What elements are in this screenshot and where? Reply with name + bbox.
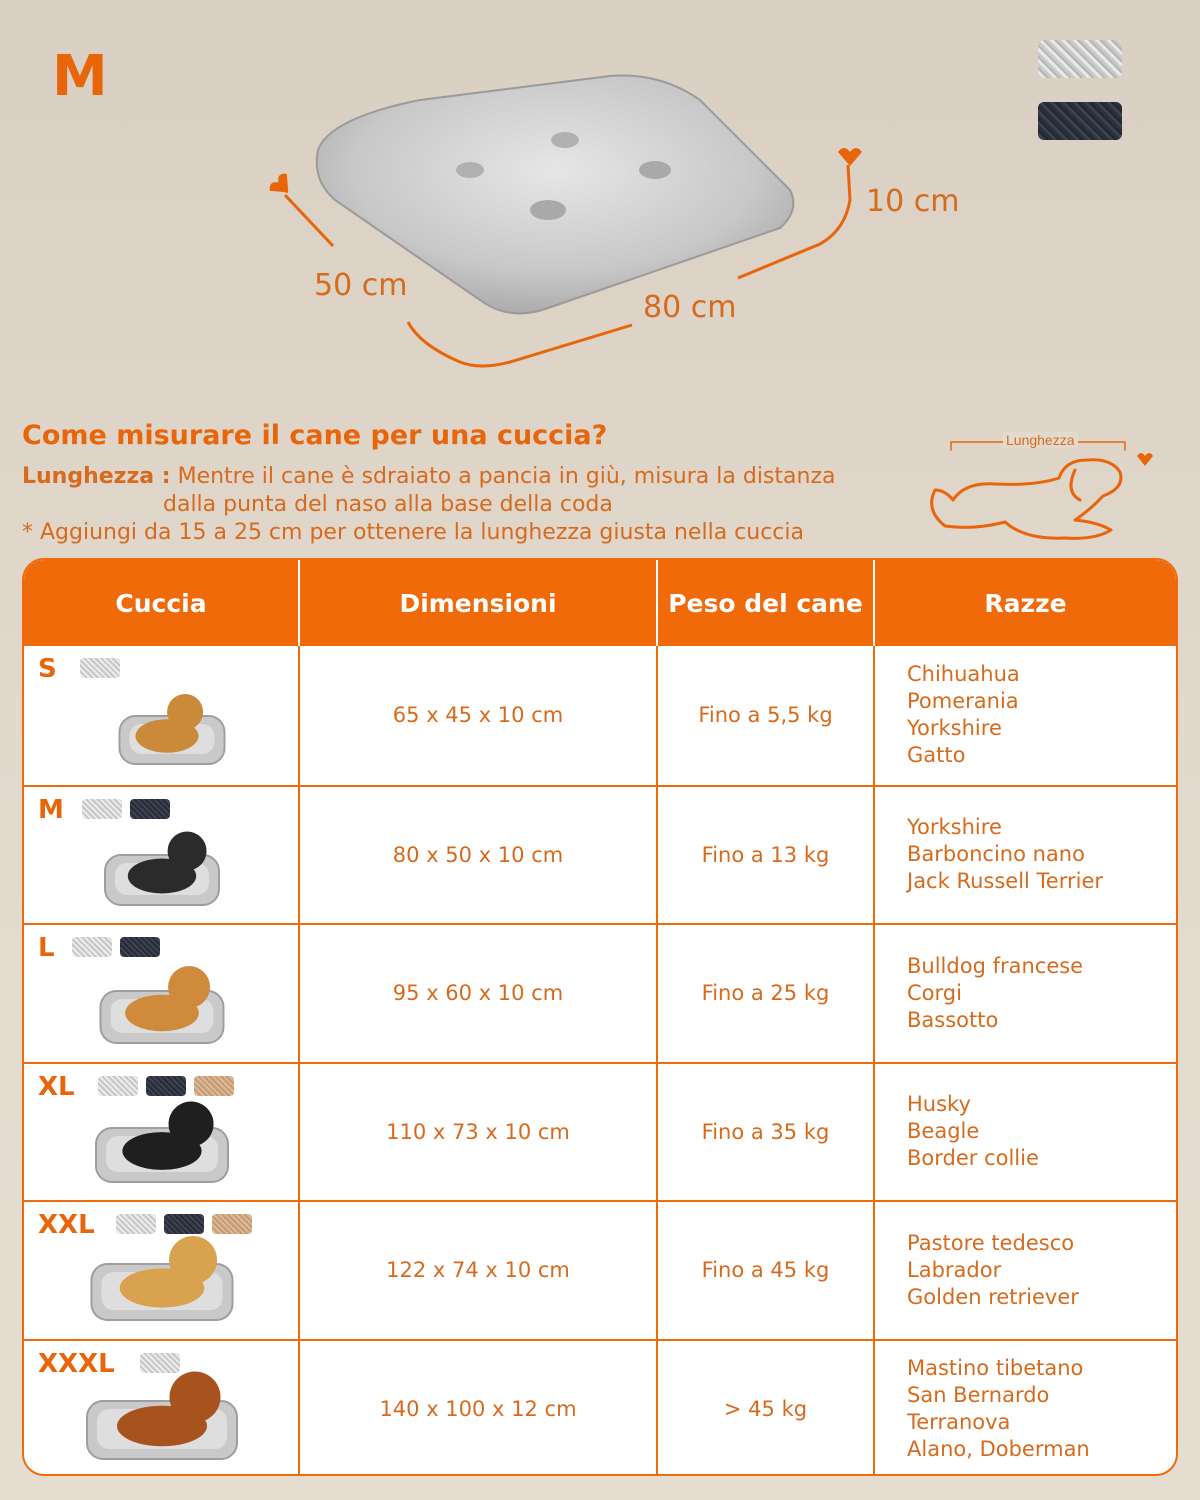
breed-item: Pomerania bbox=[907, 689, 1019, 714]
breed-item: Yorkshire bbox=[907, 815, 1002, 840]
breeds-cell bbox=[875, 1202, 1176, 1339]
breeds-cell bbox=[875, 1341, 1176, 1477]
length-instruction-1: Mentre il cane è sdraiato a pancia in giù, misura la distanza bbox=[177, 464, 836, 489]
bed-cell bbox=[24, 1341, 300, 1477]
dog-head bbox=[170, 1371, 221, 1422]
breed-list bbox=[907, 814, 1103, 895]
dimensions-cell: 95 x 60 x 10 cm bbox=[300, 925, 658, 1062]
breeds-cell bbox=[875, 646, 1176, 785]
bed-with-dog-image bbox=[24, 925, 300, 1063]
breed-item: Yorkshire bbox=[907, 716, 1002, 741]
hero-length-label: 80 cm bbox=[643, 290, 737, 325]
length-label: Lunghezza : bbox=[22, 464, 171, 489]
breed-item: Pastore tedesco bbox=[907, 1230, 1075, 1255]
dog-measure-diagram bbox=[915, 430, 1165, 550]
breed-item: Jack Russell Terrier bbox=[907, 869, 1104, 894]
breed-list bbox=[907, 661, 1020, 769]
table-row bbox=[24, 785, 1178, 924]
bed-with-dog-image bbox=[24, 1341, 300, 1477]
bed-with-dog-image bbox=[24, 1202, 300, 1340]
weight-cell: Fino a 35 kg bbox=[658, 1064, 875, 1201]
hero-bed-illustration bbox=[0, 0, 1200, 400]
header-cuccia: Cuccia bbox=[24, 560, 300, 646]
breed-item: Barboncino nano bbox=[907, 842, 1085, 867]
bed-cell bbox=[24, 646, 300, 785]
bed-cell bbox=[24, 925, 300, 1062]
dimensions-cell: 80 x 50 x 10 cm bbox=[300, 787, 658, 924]
breed-list bbox=[907, 1091, 1039, 1172]
dog-head bbox=[168, 831, 207, 870]
size-label: XL bbox=[38, 1071, 75, 1102]
breed-item: Gatto bbox=[907, 743, 966, 768]
weight-cell: > 45 kg bbox=[658, 1341, 875, 1477]
breed-item: Chihuahua bbox=[907, 662, 1020, 687]
breeds-cell bbox=[875, 1064, 1176, 1201]
table-row bbox=[24, 1062, 1178, 1201]
size-label: XXXL bbox=[38, 1348, 115, 1379]
breed-item: Labrador bbox=[907, 1257, 1002, 1282]
breeds-cell bbox=[875, 925, 1176, 1062]
size-label: L bbox=[38, 933, 55, 963]
color-swatch-light-grey[interactable] bbox=[1038, 40, 1122, 78]
size-table bbox=[22, 558, 1178, 1476]
length-note: * Aggiungi da 15 a 25 cm per ottenere la lunghezza giusta nella cuccia bbox=[22, 520, 804, 545]
size-table-header bbox=[24, 560, 1178, 646]
dog-head bbox=[168, 966, 210, 1008]
breed-item: Beagle bbox=[907, 1119, 980, 1144]
dog-head bbox=[169, 1101, 214, 1146]
breed-item: San Bernardo bbox=[907, 1382, 1050, 1407]
bed-cell bbox=[24, 1064, 300, 1201]
hero-width-label: 50 cm bbox=[314, 268, 408, 303]
size-label: S bbox=[38, 654, 57, 684]
breed-item: Corgi bbox=[907, 980, 962, 1005]
weight-cell: Fino a 45 kg bbox=[658, 1202, 875, 1339]
breed-list bbox=[907, 1355, 1090, 1463]
dimensions-cell: 122 x 74 x 10 cm bbox=[300, 1202, 658, 1339]
breed-item: Bassotto bbox=[907, 1007, 999, 1032]
dog-head bbox=[167, 694, 203, 730]
dimensions-cell: 65 x 45 x 10 cm bbox=[300, 646, 658, 785]
header-dimensioni: Dimensioni bbox=[300, 560, 658, 646]
dog-length-label: Lunghezza bbox=[1003, 432, 1078, 448]
size-table-body bbox=[24, 646, 1178, 1476]
dimensions-cell: 140 x 100 x 12 cm bbox=[300, 1341, 658, 1477]
breed-list bbox=[907, 953, 1083, 1034]
size-label: M bbox=[38, 794, 64, 825]
bed-cell bbox=[24, 787, 300, 924]
header-peso: Peso del cane bbox=[658, 560, 875, 646]
length-instruction-2: dalla punta del naso alla base della coda bbox=[163, 492, 613, 517]
header-razze: Razze bbox=[984, 588, 1067, 618]
breed-item: Bulldog francese bbox=[907, 953, 1084, 978]
bed-cell bbox=[24, 1202, 300, 1339]
breed-item: Husky bbox=[907, 1092, 971, 1117]
dimensions-cell: 110 x 73 x 10 cm bbox=[300, 1064, 658, 1201]
bed-with-dog-image bbox=[24, 646, 300, 784]
breed-item: Terranova bbox=[907, 1409, 1011, 1434]
measure-guide-title: Come misurare il cane per una cuccia? bbox=[22, 420, 608, 451]
hero-size-label: M bbox=[52, 44, 108, 109]
hero-section bbox=[0, 0, 1200, 400]
table-row bbox=[24, 1200, 1178, 1339]
bed-with-dog-image bbox=[24, 787, 300, 925]
table-row bbox=[24, 646, 1178, 785]
color-swatch-dark-grey[interactable] bbox=[1038, 102, 1122, 140]
table-row bbox=[24, 923, 1178, 1062]
weight-cell: Fino a 5,5 kg bbox=[658, 646, 875, 785]
breed-item: Border collie bbox=[907, 1146, 1039, 1171]
breed-list bbox=[907, 1230, 1079, 1311]
dog-outline-icon bbox=[915, 430, 1165, 550]
breed-item: Alano, Doberman bbox=[907, 1436, 1090, 1461]
measure-guide bbox=[22, 420, 902, 547]
dog-head bbox=[169, 1236, 217, 1284]
weight-cell: Fino a 25 kg bbox=[658, 925, 875, 1062]
hero-height-label: 10 cm bbox=[866, 184, 960, 219]
bed-with-dog-image bbox=[24, 1064, 300, 1202]
table-row bbox=[24, 1339, 1178, 1477]
weight-cell: Fino a 13 kg bbox=[658, 787, 875, 924]
breed-item: Golden retriever bbox=[907, 1284, 1079, 1309]
breeds-cell bbox=[875, 787, 1176, 924]
breed-item: Mastino tibetano bbox=[907, 1355, 1084, 1380]
size-label: XXL bbox=[38, 1210, 95, 1240]
